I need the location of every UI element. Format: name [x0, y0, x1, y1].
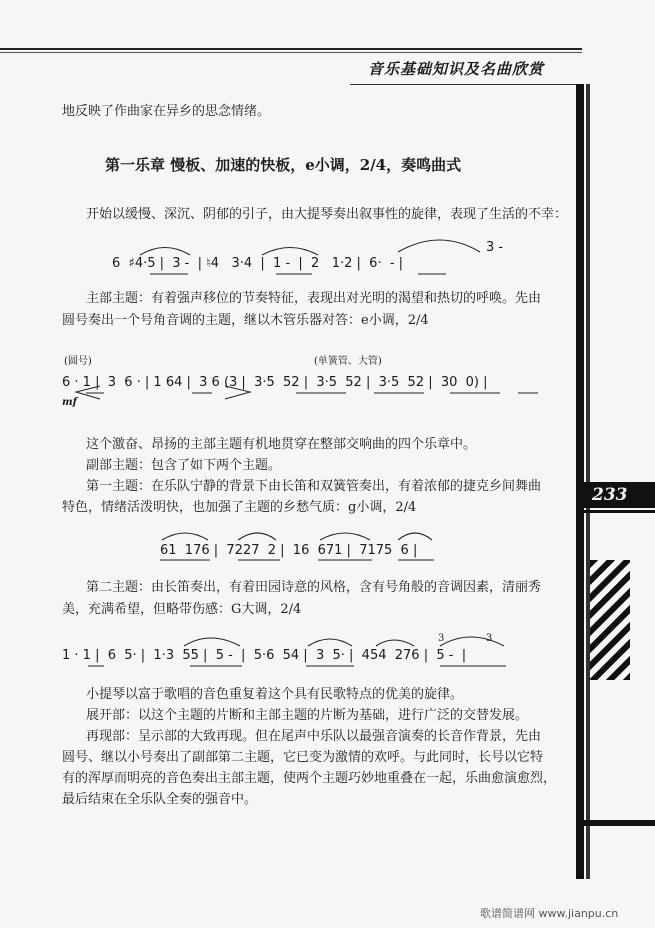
header-rule: [0, 48, 582, 50]
score4-notation: 1 · 1 | 6 5· | 1·3 55 | 5 - | 5·6 54 | 3 5· | 454 276 | 5 - |: [62, 648, 467, 663]
paragraph-first-theme-1: 第一主题：在乐队宁静的背景下由长笛和双簧管奏出，有着浓郁的捷克乡间舞曲: [86, 479, 542, 494]
score2-label-horn: (圆号): [64, 356, 92, 367]
score4-slur-2: [308, 639, 352, 646]
score1-upper-notes: 3 -: [486, 240, 504, 255]
score2-notation: 6 · 1 | 3 6 · | 1 64 | 3 6 (3 | 3·5 52 | 3·5 52 | 3·5 52 | 30 0) |: [62, 375, 488, 390]
score3-slur-1: [162, 533, 208, 540]
score4-triplet-mark-1: 3: [438, 633, 445, 644]
paragraph-second-theme-1: 第二主题：由长笛奏出，有着田园诗意的风格，含有号角般的音调因素，清丽秀: [86, 580, 542, 595]
page-number-stripe: [584, 510, 655, 513]
margin-bottom-bar: [576, 820, 655, 826]
score2-label-woodwinds: (单簧管、大管): [314, 356, 382, 367]
margin-hatch: [590, 560, 630, 680]
margin-bar: [576, 84, 584, 879]
score2-dynamic: mf: [62, 397, 77, 408]
score4-slur-3: [376, 640, 414, 646]
score3-slur-2: [238, 533, 276, 540]
paragraph-introduction: 开始以缓慢、深沉、阴郁的引子，由大提琴奏出叙事性的旋律，表现了生活的不幸：: [86, 207, 568, 222]
score3-notation: 61 176 | 7227 2 | 16 671 | 7175 6 |: [160, 543, 418, 558]
score1-slur-3: [398, 240, 480, 252]
score4-slur-1: [184, 638, 240, 646]
header-rule-thin: [0, 52, 582, 53]
paragraph-first-theme-2: 特色，情绪活泼明快，也加强了主题的乡愁气质：g小调，2/4: [62, 500, 417, 515]
paragraph-recap-1: 再现部：呈示部的大致再现。但在尾声中乐队以最强音演奏的长音作背景，先由: [86, 729, 542, 744]
paragraph-recap-2: 圆号、继以小号奏出了副部第二主题，它已变为激情的欢呼。与此同时，长号以它特: [62, 750, 544, 765]
paragraph-theme-summary: 这个激奋、昂扬的主部主题有机地贯穿在整部交响曲的四个乐章中。: [86, 437, 477, 452]
running-header-title: 音乐基础知识及名曲欣赏: [368, 60, 545, 78]
paragraph-violin: 小提琴以富于歌唱的音色重复着这个具有民歌特点的优美的旋律。: [86, 687, 464, 702]
paragraph-main-theme-1: 主部主题：有着强声移位的节奏特征，表现出对光明的渴望和热切的呼唤。先由: [86, 291, 542, 306]
score4-slur-4: [440, 637, 504, 646]
paragraph-intro-end: 地反映了作曲家在异乡的思念情绪。: [62, 104, 271, 119]
paragraph-secondary-theme: 副部主题：包含了如下两个主题。: [86, 458, 282, 473]
page-number: 233: [592, 485, 628, 505]
score1-slur-2: [262, 248, 318, 256]
paragraph-development: 展开部：以这个主题的片断和主部主题的片断为基础，进行广泛的交替发展。: [86, 708, 529, 723]
score4-triplet-mark-2: 3: [486, 633, 493, 644]
paragraph-main-theme-2: 圆号奏出一个号角音调的主题，继以木管乐器对答：e小调，2/4: [62, 313, 429, 328]
paragraph-second-theme-2: 美，充满希望，但略带伤感：G大调，2/4: [62, 602, 302, 617]
score3-slur-3: [320, 533, 370, 540]
movement-heading: 第一乐章 慢板、加速的快板，e小调，2/4，奏鸣曲式: [105, 156, 462, 174]
header-underline: [350, 84, 582, 85]
paragraph-recap-3: 有的浑厚而明亮的音色奏出主部主题，使两个主题巧妙地重叠在一起，乐曲愈演愈烈，: [62, 771, 557, 786]
paragraph-recap-4: 最后结束在全乐队全奏的强音中。: [62, 792, 258, 807]
score3-slur-4: [398, 533, 432, 540]
score1-notation: 6 ♯4·5 | 3 - | ♮4 3·4 | 1 - | 2 1·2 | 6· - |: [112, 256, 404, 271]
score1-slur-1: [140, 248, 190, 256]
site-watermark: 歌谱简谱网 www.jianpu.cn: [480, 907, 619, 920]
